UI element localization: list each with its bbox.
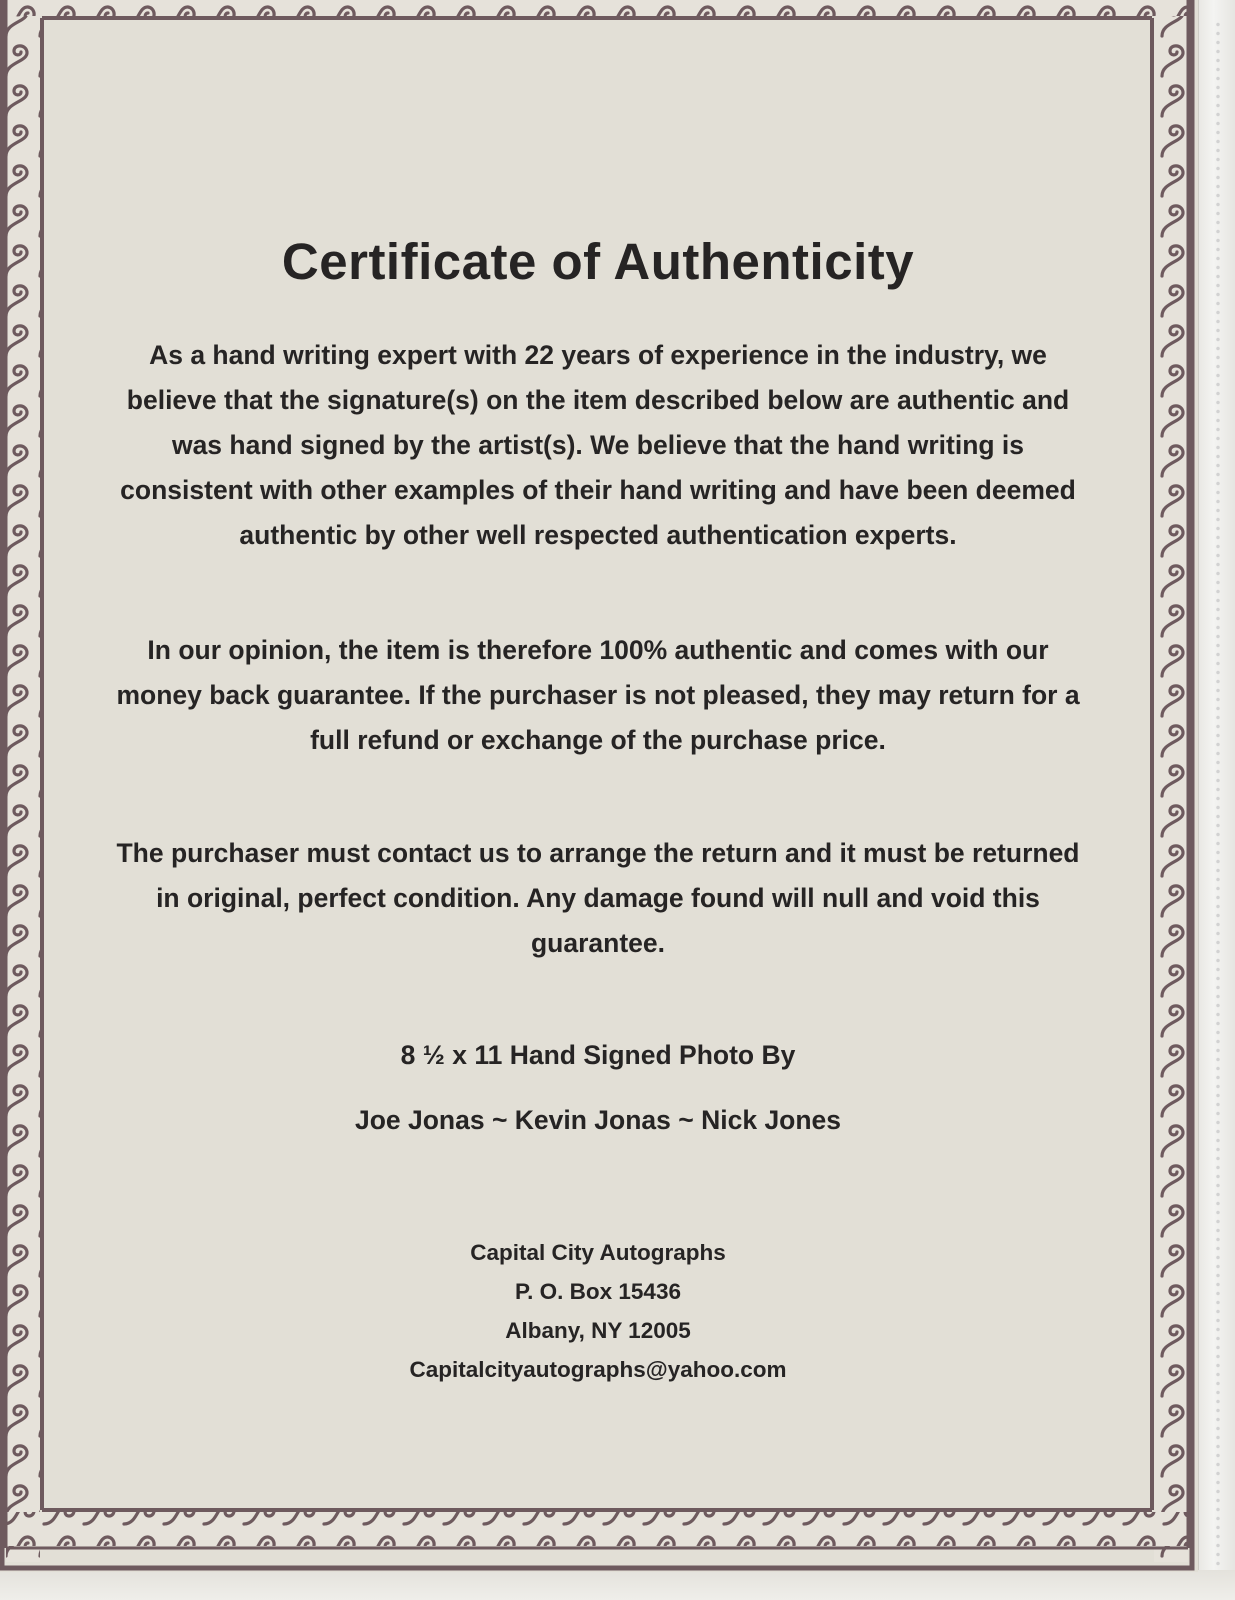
- guarantee-statement: In our opinion, the item is therefore 100% authentic and comes with our money back guarantee. If the purchaser is not pleased, they may return for a full refund or exchange of the purchase price.: [116, 635, 1080, 755]
- issuer-po-box: P. O. Box 15436: [515, 1279, 681, 1304]
- certificate-title: Certificate of Authenticity: [281, 233, 915, 290]
- item-description: 8 ½ x 11 Hand Signed Photo By: [400, 1040, 796, 1070]
- issuer-name: Capital City Autographs: [470, 1240, 726, 1265]
- return-conditions: The purchaser must contact us to arrange the return and it must be returned in original, perfect condition. Any damage found will null and void this guarantee.: [116, 838, 1080, 958]
- sleeve-bottom-edge: [0, 1570, 1235, 1600]
- issuer-address-block: [60, 1233, 1136, 1389]
- sleeve-dot-pattern: [1215, 20, 1221, 1580]
- issuer-city-state-zip: Albany, NY 12005: [505, 1318, 691, 1343]
- signer-names: Joe Jonas ~ Kevin Jonas ~ Nick Jones: [354, 1105, 842, 1135]
- plastic-sleeve-edge: [1198, 0, 1235, 1600]
- authenticity-statement: As a hand writing expert with 22 years of experience in the industry, we believe that the signature(s) on the item described below are authentic and was hand signed by the artist(s). We believe that the hand writing is consistent with other examples of their hand writing and have been deemed authentic by other well respected authentication experts.: [120, 340, 1076, 550]
- issuer-email: Capitalcityautographs@yahoo.com: [409, 1357, 787, 1382]
